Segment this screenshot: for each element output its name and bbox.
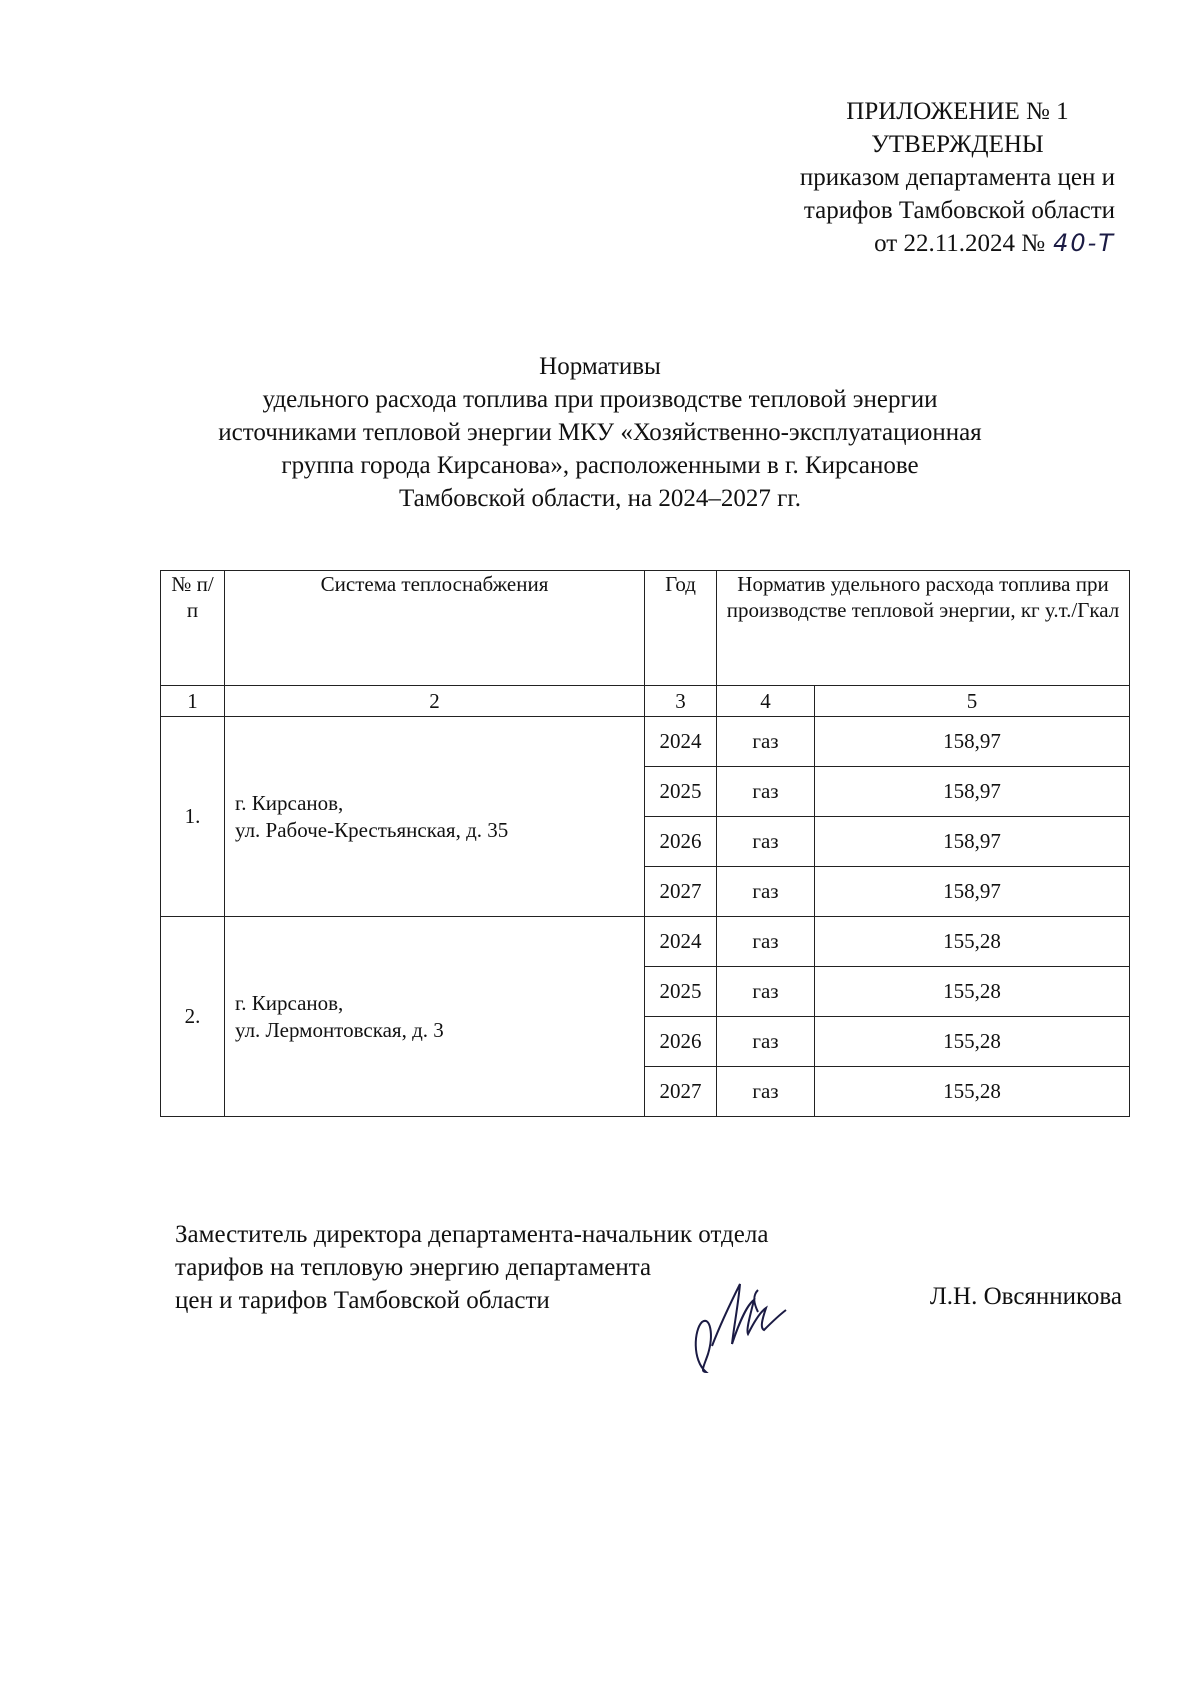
norm-value-cell: 158,97 [815,817,1130,867]
header-year: Год [645,571,717,686]
title-line-1: Нормативы [539,353,661,380]
title-line-5: Тамбовской области, на 2024–2027 гг. [398,485,802,512]
norm-value-cell: 155,28 [815,917,1130,967]
table-row [161,917,1130,967]
header-norm: Норматив удельного расхода топлива при производстве тепловой энергии, кг у.т./Гкал [717,571,1130,686]
row-group-number: 2. [161,917,225,1117]
norm-value-cell: 155,28 [815,1017,1130,1067]
heating-system-address [225,917,645,1117]
norm-value-cell: 155,28 [815,1067,1130,1117]
column-number-row [161,686,1130,717]
signatory-position [175,1218,768,1317]
approval-block [800,95,1115,260]
fuel-cell: газ [717,717,815,767]
address-street: ул. Рабоче-Крестьянская, д. 35 [235,817,509,842]
approval-date-line [800,227,1115,260]
table-row [161,717,1130,767]
year-cell: 2025 [645,967,717,1017]
norm-value-cell: 158,97 [815,717,1130,767]
column-number: 3 [645,686,717,717]
norm-value-cell: 155,28 [815,967,1130,1017]
year-cell: 2025 [645,767,717,817]
header-num: № п/п [161,571,225,686]
signatory-line-1: Заместитель директора департамента-начальник отдела [175,1221,769,1248]
column-number: 5 [815,686,1130,717]
header-system: Система теплоснабжения [225,571,645,686]
address-city: г. Кирсанов, [235,790,344,815]
approval-appendix: ПРИЛОЖЕНИЕ № 1 [846,98,1069,125]
year-cell: 2026 [645,817,717,867]
norm-value-cell: 158,97 [815,867,1130,917]
fuel-cell: газ [717,817,815,867]
approval-order-line: приказом департамента цен и [799,164,1115,191]
year-cell: 2026 [645,1017,717,1067]
address-street: ул. Лермонтовская, д. 3 [235,1017,444,1042]
signatory-line-3: цен и тарифов Тамбовской области [175,1287,550,1314]
handwritten-order-number: 40-Т [1053,229,1115,257]
signatory-name: Л.Н. Овсянникова [929,1283,1122,1310]
approval-region-line: тарифов Тамбовской области [803,197,1115,224]
year-cell: 2024 [645,717,717,767]
norms-table [160,570,1130,1117]
table-header-row [161,571,1130,686]
year-cell: 2024 [645,917,717,967]
fuel-cell: газ [717,1067,815,1117]
year-cell: 2027 [645,1067,717,1117]
title-line-3: источниками тепловой энергии МКУ «Хозяйственно-эксплуатационная [218,419,982,446]
approval-date: от 22.11.2024 № [874,230,1046,257]
fuel-cell: газ [717,767,815,817]
fuel-cell: газ [717,867,815,917]
column-number: 1 [161,686,225,717]
row-group-number: 1. [161,717,225,917]
heating-system-address [225,717,645,917]
address-city: г. Кирсанов, [235,990,344,1015]
fuel-cell: газ [717,967,815,1017]
column-number: 4 [717,686,815,717]
signatory-line-2: тарифов на тепловую энергию департамента [175,1254,652,1281]
norm-value-cell: 158,97 [815,767,1130,817]
column-number: 2 [225,686,645,717]
fuel-cell: газ [717,917,815,967]
year-cell: 2027 [645,867,717,917]
approval-approved: УТВЕРЖДЕНЫ [871,131,1044,158]
handwritten-signature [688,1260,798,1380]
title-line-4: группа города Кирсанова», расположенными в г. Кирсанове [281,452,919,479]
document-title [150,350,1050,515]
title-line-2: удельного расхода топлива при производстве тепловой энергии [262,386,938,413]
fuel-cell: газ [717,1017,815,1067]
